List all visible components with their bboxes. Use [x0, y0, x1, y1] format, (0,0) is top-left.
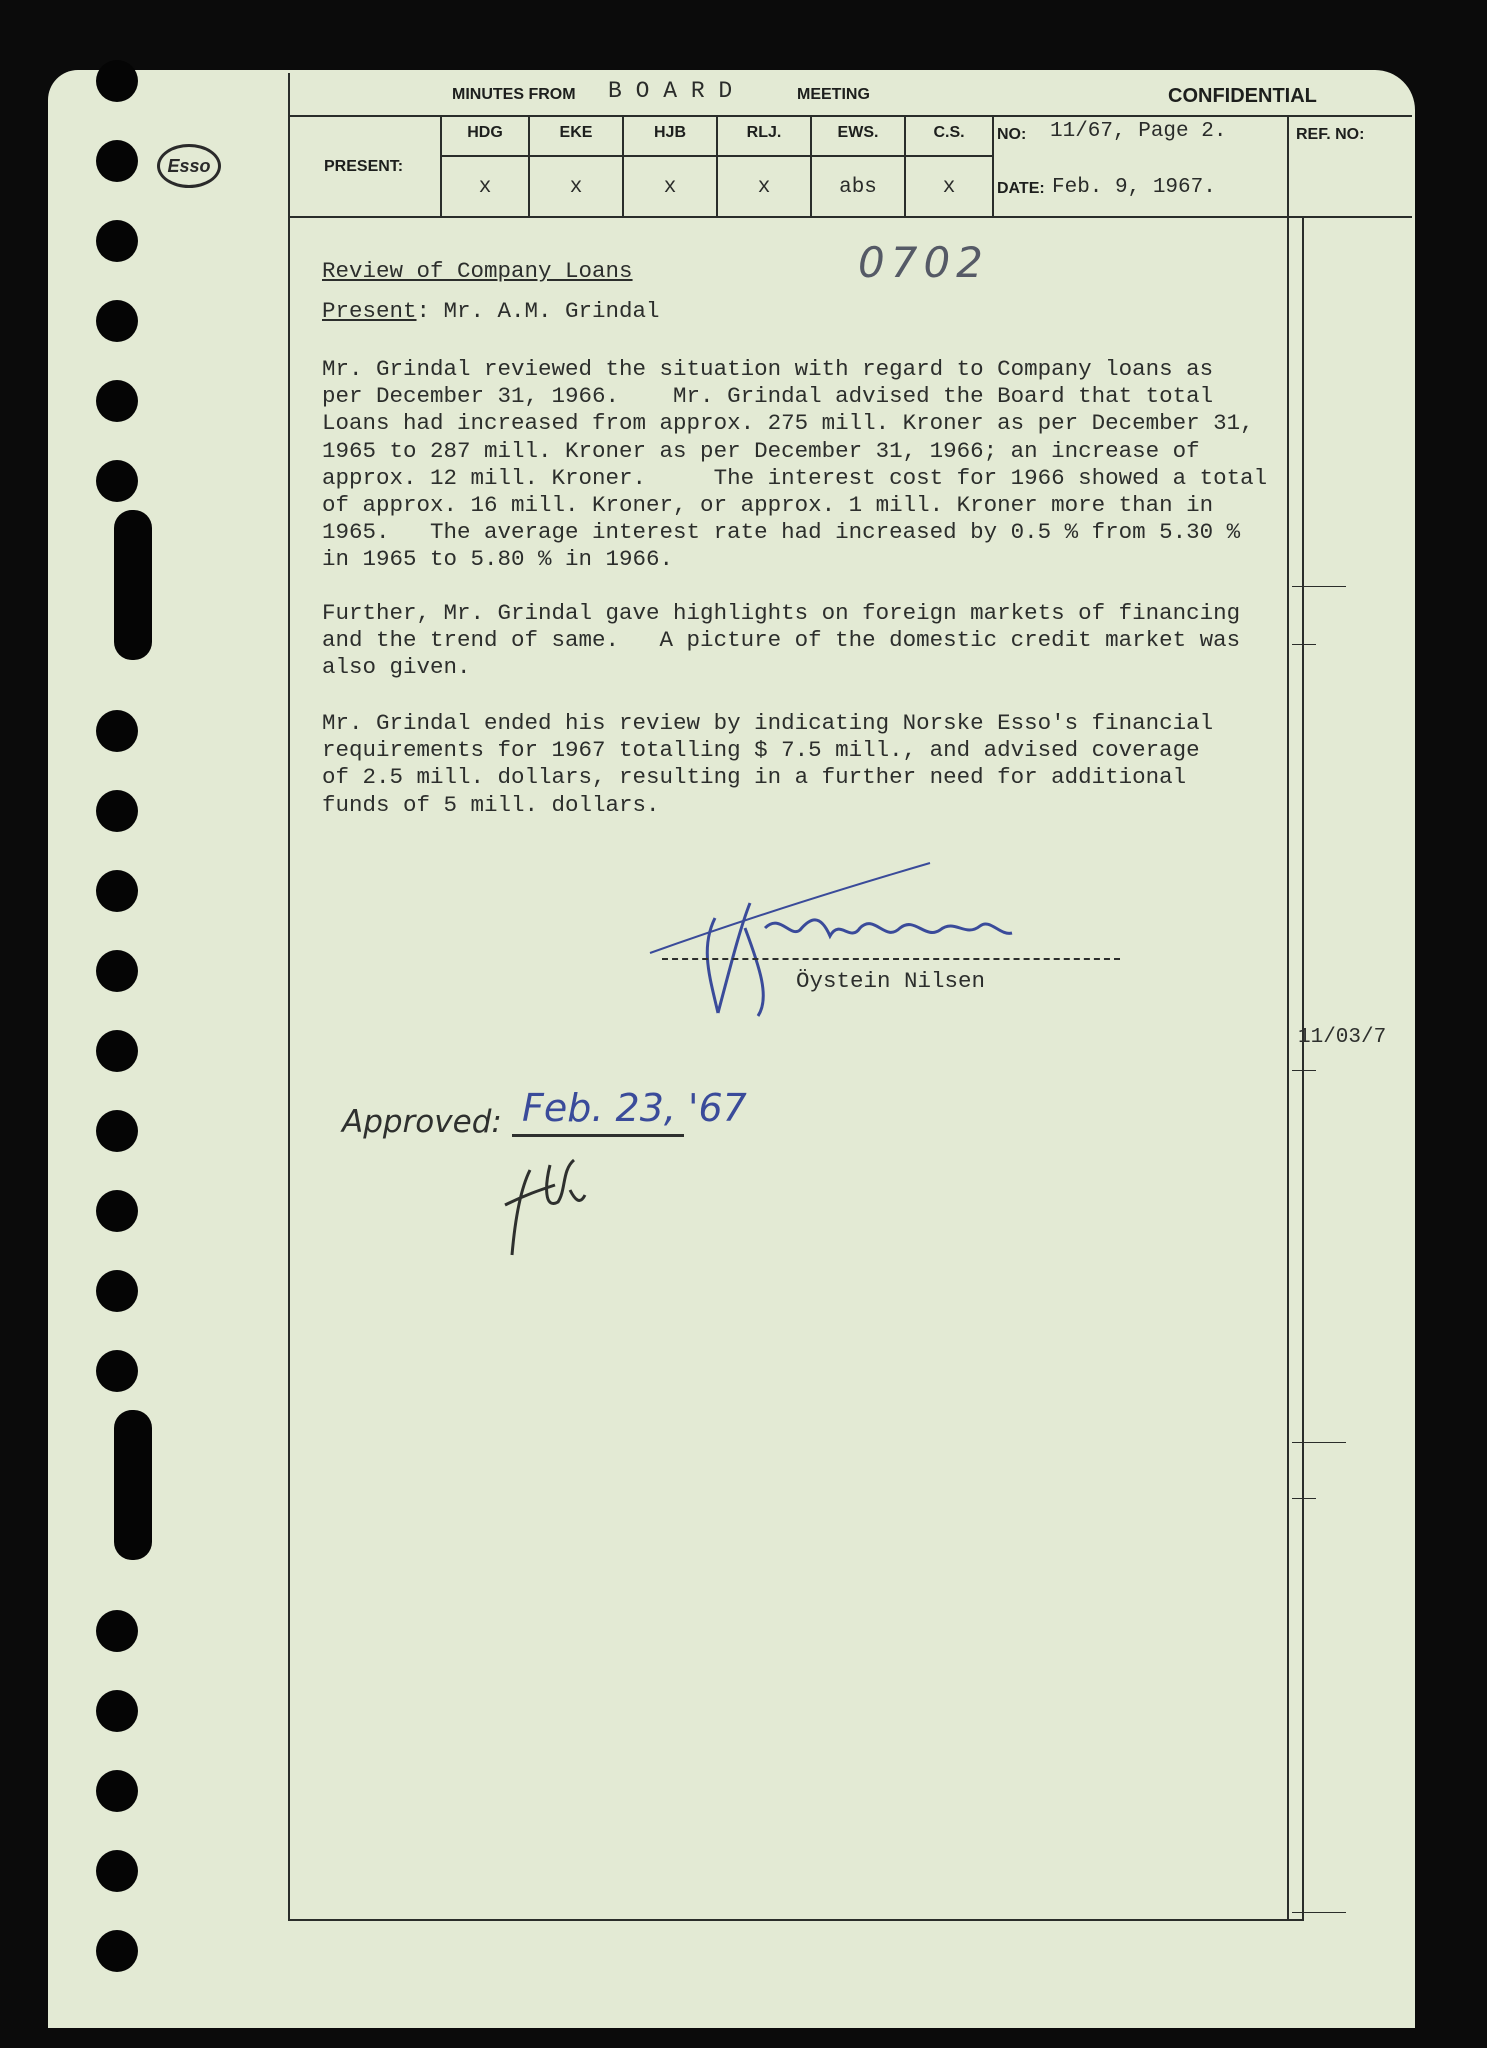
- approved-label: Approved:: [342, 1104, 502, 1140]
- paragraph-requirements: Mr. Grindal ended his review by indicating Norske Esso's financial requirements for 1967 totalling $ 7.5 mill., and advised coverage of 2.5 mill. dollars, resulting in a further need for additional funds of 5 mill. dollars.: [322, 710, 1214, 818]
- esso-logo: Esso: [157, 144, 221, 188]
- paragraph-loans: Mr. Grindal reviewed the situation with regard to Company loans as per December 31, 1966. Mr. Grindal advised the Board that total Loans had increased from approx. 275 mill. Kroner as per December 31, 1965 to 287 mill. Kroner as per December 31, 1966; an increase of approx. 12 mill. Kroner. The interest cost for 1966 showed a total of approx. 16 mill. Kroner, or approx. 1 mill. Kroner more than in 1965. The average interest rate had increased by 0.5 % from 5.30 % in 1965 to 5.80 % in 1966.: [322, 356, 1268, 573]
- attendee-code: EWS.: [837, 124, 879, 141]
- approval-underline: [512, 1134, 684, 1137]
- meeting-type: B O A R D: [608, 78, 733, 104]
- attendee-mark: x: [942, 176, 956, 199]
- date-label: DATE:: [997, 180, 1045, 197]
- present-line-value: : Mr. A.M. Grindal: [416, 298, 660, 324]
- margin-note: 11/03/7: [1298, 1026, 1387, 1049]
- section-title: Review of Company Loans: [322, 258, 633, 284]
- present-line: [322, 298, 660, 325]
- present-label: PRESENT:: [324, 158, 404, 175]
- signature-line: [662, 958, 1120, 960]
- attendee-mark: x: [478, 176, 492, 199]
- attendee-mark: abs: [839, 176, 877, 199]
- attendee-code: RLJ.: [746, 124, 782, 141]
- no-value: 11/67, Page 2.: [1050, 120, 1227, 143]
- minutes-from-label: MINUTES FROM: [452, 86, 576, 103]
- date-value: Feb. 9, 1967.: [1052, 176, 1216, 199]
- attendee-mark: x: [569, 176, 583, 199]
- attendee-code: HDG: [467, 124, 503, 141]
- meeting-label: MEETING: [797, 86, 870, 103]
- present-line-label: Present: [322, 298, 417, 324]
- attendee-code: EKE: [559, 124, 593, 141]
- attendee-code: HJB: [653, 124, 686, 141]
- attendee-mark: x: [663, 176, 677, 199]
- stamp-number: 0702: [858, 238, 989, 287]
- confidential-label: CONFIDENTIAL: [1168, 85, 1317, 107]
- ref-no-label: REF. NO:: [1296, 126, 1365, 143]
- attendee-code: C.S.: [933, 124, 965, 141]
- approval-date: Feb. 23, '67: [522, 1086, 747, 1130]
- no-label: NO:: [997, 126, 1027, 143]
- attendee-mark: x: [757, 176, 771, 199]
- approval-initials: [500, 1150, 610, 1260]
- signatory-name: Öystein Nilsen: [796, 968, 986, 994]
- paragraph-markets: Further, Mr. Grindal gave highlights on foreign markets of financing and the trend of same. A picture of the domestic credit market was also given.: [322, 600, 1241, 681]
